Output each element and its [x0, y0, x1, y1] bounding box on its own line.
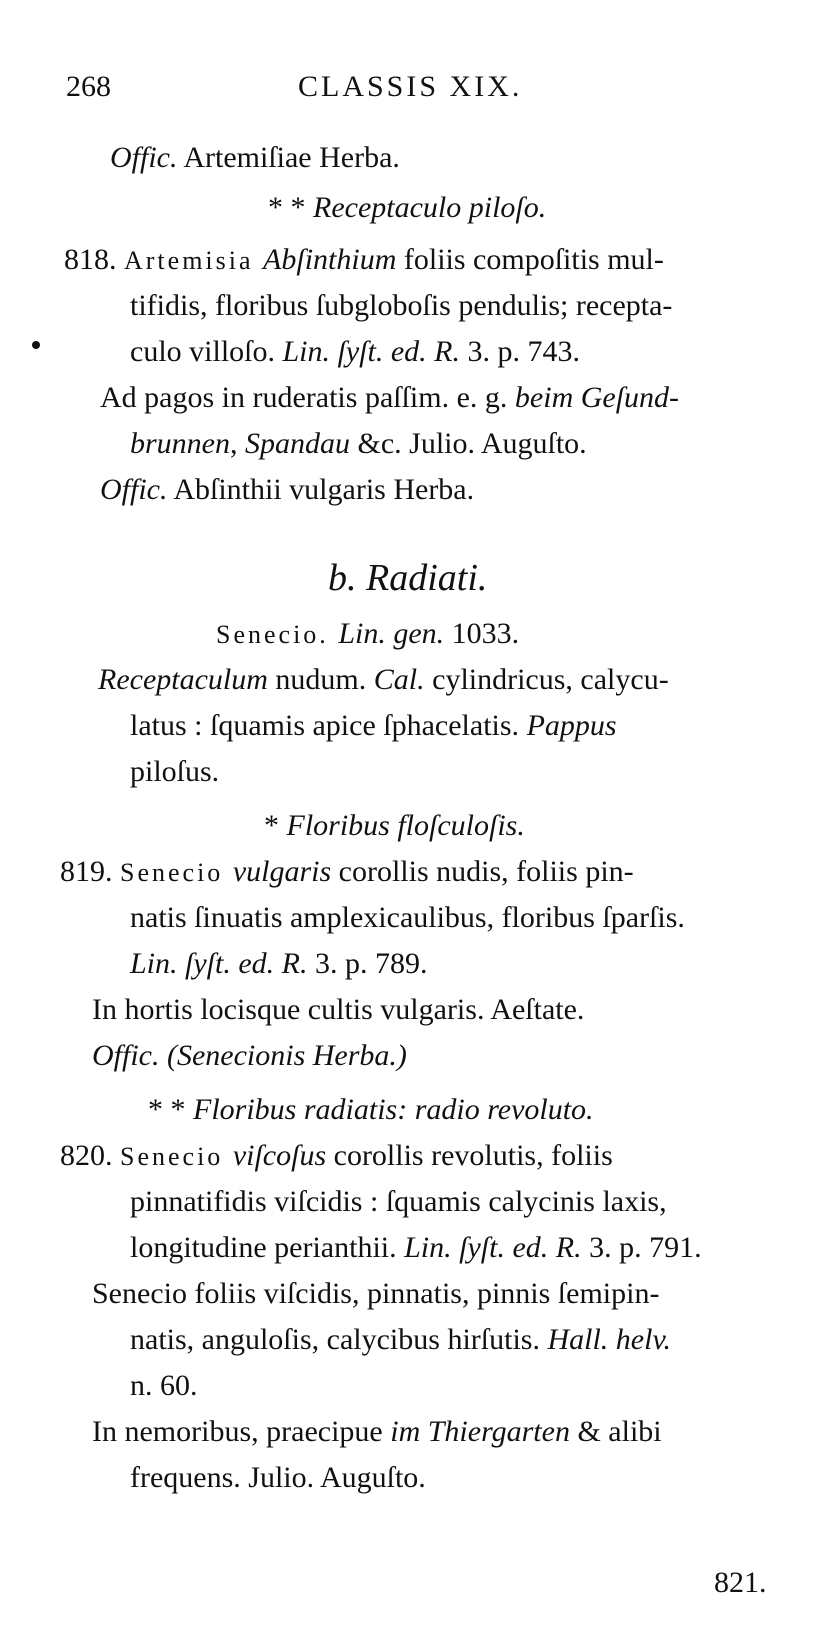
text-run: Offic. [100, 473, 168, 506]
text-line [92, 990, 584, 1030]
text-run: Offic. [110, 141, 178, 174]
text-run: vulgaris [232, 855, 332, 888]
text-run: 3. p. 791. [581, 1231, 702, 1264]
text-run: corollis revolutis, foliis [326, 1139, 613, 1172]
text-line [60, 852, 634, 893]
text-run: natis ſinuatis amplexicaulibus, floribus ſparſis. [130, 901, 685, 934]
text-run: natis, anguloſis, calycibus hirſutis. [130, 1323, 548, 1356]
text-run: culo villoſo. [130, 335, 283, 368]
text-run: 818. [64, 243, 124, 276]
text-run: * * [148, 1093, 193, 1126]
text-run: Artemisia [124, 246, 264, 275]
text-run: 3. p. 743. [459, 335, 580, 368]
text-run: nudum. [267, 663, 374, 696]
text-line [130, 332, 580, 372]
text-run: & alibi [569, 1415, 662, 1448]
text-line [130, 944, 427, 984]
text-run: Hall. helv. [547, 1323, 672, 1356]
text-line [92, 1412, 662, 1452]
text-run: beim Geſund- [514, 381, 680, 414]
text-run: Lin. ſyſt. ed. R. [404, 1231, 582, 1264]
text-line [92, 1274, 659, 1314]
text-run: &c. Julio. Auguſto. [350, 427, 587, 460]
text-line [130, 898, 685, 938]
page-number: 268 [66, 70, 111, 103]
text-line [130, 1228, 702, 1268]
text-line [268, 188, 546, 228]
text-run: 820. [60, 1139, 120, 1172]
text-run: Lin. ſyſt. ed. R. [130, 947, 308, 980]
text-run: im Thiergarten [390, 1415, 570, 1448]
text-run: Abſinthium [263, 243, 397, 276]
text-run: frequens. Julio. Auguſto. [130, 1461, 426, 1494]
text-run: Lin. gen. [338, 617, 445, 650]
text-line [130, 1458, 426, 1498]
text-run: 1033. [444, 617, 520, 650]
text-run: , [230, 427, 245, 460]
text-run: Floribus radiatis: radio revoluto. [193, 1093, 594, 1126]
text-run: Abſinthii vulgaris Herba. [167, 473, 475, 506]
text-line [264, 806, 525, 846]
text-run: corollis nudis, foliis pin- [331, 855, 634, 888]
text-run: Receptaculum [98, 663, 268, 696]
text-run: n. 60. [130, 1369, 198, 1402]
text-run: In nemoribus, praecipue [92, 1415, 391, 1448]
text-line [216, 614, 519, 655]
text-run: Ad pagos in ruderatis paſſim. e. g. [100, 381, 515, 414]
text-run: Senecio foliis viſcidis, pinnatis, pinnis ſemipin- [92, 1277, 660, 1310]
text-line [130, 1320, 671, 1360]
text-run: viſcoſus [232, 1139, 327, 1172]
text-line [92, 1036, 407, 1076]
text-line [130, 1366, 198, 1406]
text-line [110, 138, 400, 178]
text-line [130, 1182, 667, 1222]
text-run: Lin. ſyſt. ed. R. [282, 335, 460, 368]
text-line [130, 424, 587, 464]
text-run: Senecio [120, 1142, 233, 1171]
text-run: Spandau [245, 427, 350, 460]
margin-mark [32, 341, 40, 349]
text-run: Pappus [526, 709, 617, 742]
text-line [130, 286, 672, 326]
text-run: In hortis locisque cultis vulgaris. Aeſtate. [92, 993, 585, 1026]
text-run: piloſus. [130, 755, 220, 788]
text-line [130, 706, 617, 746]
text-run: cylindricus, calycu- [424, 663, 669, 696]
text-run: * * [268, 191, 313, 224]
text-run: foliis compoſitis mul- [396, 243, 664, 276]
text-run: latus : ſquamis apice ſphacelatis. [130, 709, 527, 742]
text-line [100, 378, 679, 418]
text-run: longitudine perianthii. [130, 1231, 405, 1264]
text-line [130, 752, 219, 792]
text-line [100, 470, 474, 510]
text-line [98, 660, 669, 700]
text-run: * [264, 809, 287, 842]
text-run: tifidis, floribus ſubgloboſis pendulis; recepta- [130, 289, 673, 322]
text-run: 3. p. 789. [307, 947, 428, 980]
catchword: 821. [714, 1566, 767, 1599]
text-run: Cal. [373, 663, 425, 696]
text-run: Senecio. [216, 620, 339, 649]
text-run: Offic. (Senecionis Herba.) [92, 1039, 407, 1072]
text-run: brunnen [130, 427, 230, 460]
text-line [64, 240, 664, 281]
section-heading: b. Radiati. [328, 557, 488, 599]
text-line [148, 1090, 594, 1130]
text-run: Receptaculo piloſo. [313, 191, 547, 224]
text-run: Senecio [120, 858, 233, 887]
text-run: Floribus floſculoſis. [286, 809, 525, 842]
text-run: pinnatifidis viſcidis : ſquamis calycinis laxis, [130, 1185, 667, 1218]
text-run: Artemiſiae Herba. [177, 141, 400, 174]
page-title: CLASSIS XIX. [298, 70, 523, 103]
text-run: 819. [60, 855, 120, 888]
text-line [60, 1136, 613, 1177]
